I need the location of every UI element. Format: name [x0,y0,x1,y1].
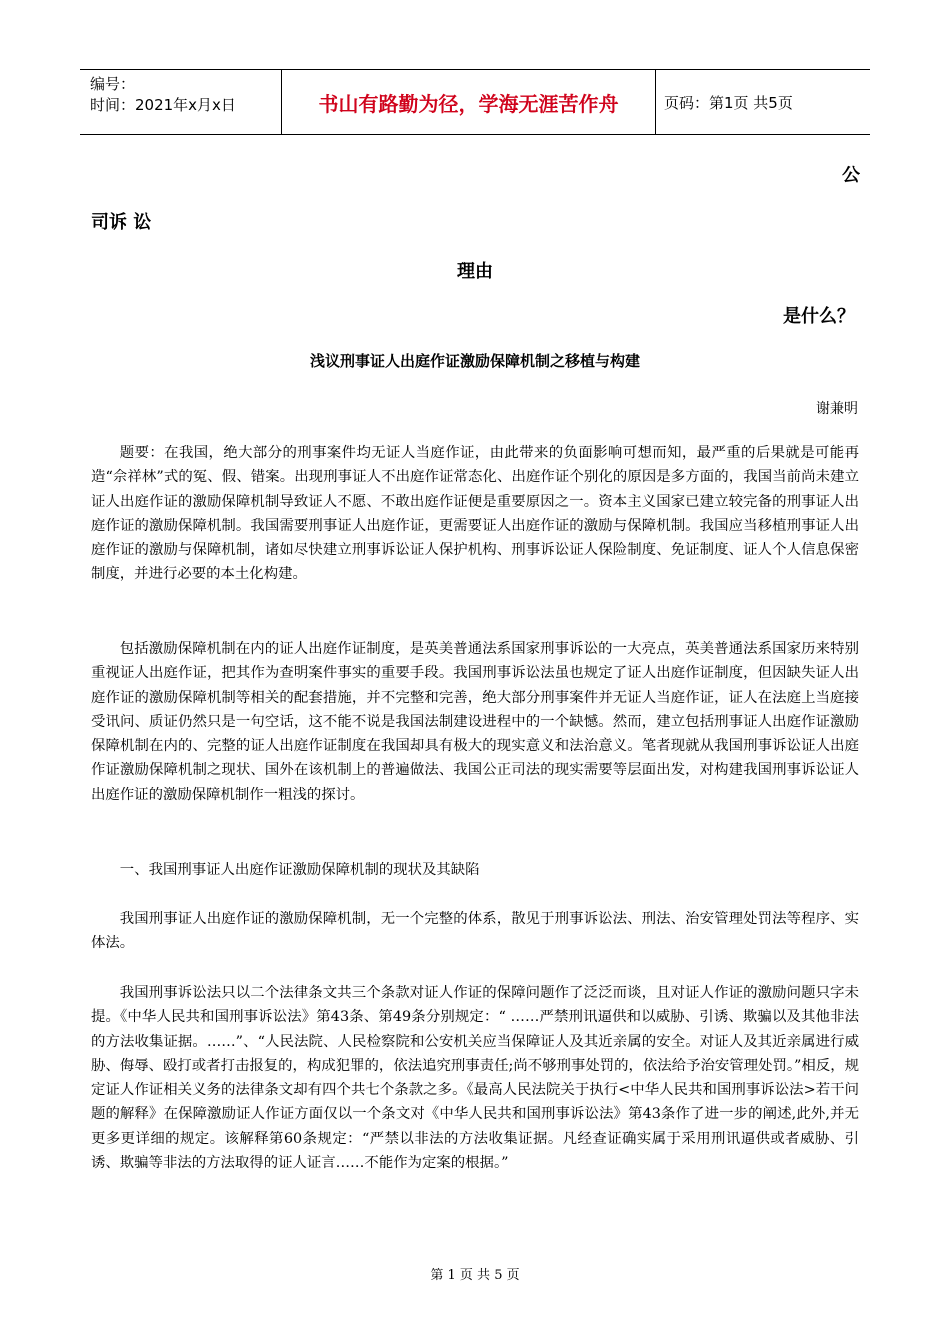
heading-part-4: 是什么？ [783,306,855,327]
paragraph-section-1-a: 我国刑事证人出庭作证的激励保障机制，无一个完整的体系，散见于刑事诉讼法、刑法、治安管理处罚法等程序、实体法。 [91,911,859,952]
page-info: 页码：第1页 共5页 [664,93,793,112]
paragraph-intro: 包括激励保障机制在内的证人出庭作证制度，是英美普通法系国家刑事诉讼的一大亮点，英美普通法系国家历来特别重视证人出庭作证，把其作为查明案件事实的重要手段。我国刑事诉讼法虽也规定了证人出庭作证制度，但因缺失证人出庭作证的激励保障机制等相关的配套措施，并不完整和完善，绝大部分刑事案件并无证人当庭作证，证人在法庭上当庭接受讯问、质证仍然只是一句空话，这不能不说是我国法制建设进程中的一个缺憾。然而，建立包括刑事证人出庭作证激励保障机制在内的、完整的证人出庭作证制度在我国却具有极大的现实意义和法治意义。笔者现就从我国刑事诉讼证人出庭作证激励保障机制之现状、国外在该机制上的普遍做法、我国公正司法的现实需要等层面出发，对构建我国刑事诉讼证人出庭作证的激励保障机制作一粗浅的探讨。 [91,641,859,803]
header-left-cell [80,70,282,134]
heading-part-2: 司诉 讼 [91,212,152,233]
time-label: 时间：2021年x月x日 [90,96,236,114]
motto-cell [282,70,656,134]
heading-part-1: 公 [842,165,860,186]
document-title: 浅议刑事证人出庭作证激励保障机制之移植与构建 [309,352,640,370]
paragraph-abstract: 题要：在我国，绝大部分的刑事案件均无证人当庭作证，由此带来的负面影响可想而知，最严重的后果就是可能再造“佘祥林”式的冤、假、错案。出现刑事证人不出庭作证常态化、出庭作证个别化的原因是多方面的，我国当前尚未建立证人出庭作证的激励保障机制导致证人不愿、不敢出庭作证便是重要原因之一。资本主义国家已建立较完备的刑事证人出庭作证的激励保障机制。我国需要刑事证人出庭作证，更需要证人出庭作证的激励与保障机制。我国应当移植刑事证人出庭作证的激励与保障机制，诸如尽快建立刑事诉讼证人保护机构、刑事诉讼证人保险制度、免证制度、证人个人信息保密制度，并进行必要的本土化构建。 [91,445,859,583]
section-heading-1: 一、我国刑事证人出庭作证激励保障机制的现状及其缺陷 [119,862,480,878]
author: 谢兼明 [816,401,858,417]
heading-part-3: 理由 [457,261,493,282]
header-table [80,69,870,135]
page-footer: 第 1 页 共 5 页 [430,1268,520,1283]
number-label: 编号： [90,75,136,93]
motto: 书山有路勤为径，学海无涯苦作舟 [318,91,619,116]
page-info-cell [656,70,870,134]
paragraph-section-1-b: 我国刑事诉讼法只以二个法律条文共三个条款对证人作证的保障问题作了泛泛而谈，且对证人作证的激励问题只字未提。《中华人民共和国刑事诉讼法》第43条、第49条分别规定：“ ……严禁刑讯逼供和以威胁、引诱、欺骗以及其他非法的方法收集证据。……”、“人民法院、人民检察院和公安机关应当保障证人及其近亲属的安全。对证人及其近亲属进行威胁、侮辱、殴打或者打击报复的，构成犯罪的，依法追究刑事责任;尚不够刑事处罚的，依法给予治安管理处罚。”相反，规定证人作证相关义务的法律条文却有四个共七个条款之多。《最高人民法院关于执行<中华人民共和国刑事诉讼法>若干问题的解释》在保障激励证人作证方面仅以一个条文对《中华人民共和国刑事诉讼法》第43条作了进一步的阐述,此外,并无更多更详细的规定。该解释第60条规定：“严禁以非法的方法收集证据。凡经查证确实属于采用刑讯逼供或者威胁、引诱、欺骗等非法的方法取得的证人证言……不能作为定案的根据。” [91,985,859,1172]
